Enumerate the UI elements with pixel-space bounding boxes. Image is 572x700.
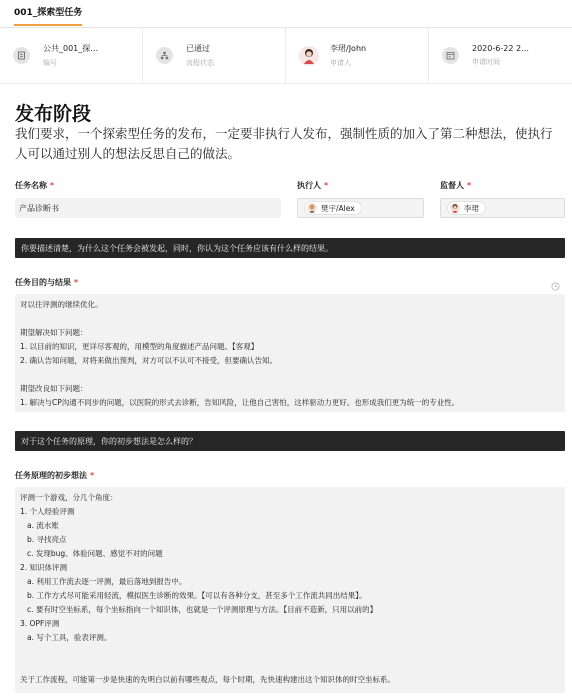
task-name-label: 任务名称 * (15, 181, 55, 190)
executor-label: 执行人 * (297, 181, 329, 190)
executor-field[interactable] (297, 198, 424, 218)
meta-status-value: 已通过 (186, 44, 210, 53)
principle-line: 3. OPF评测 (20, 619, 60, 628)
supervisor-avatar (450, 203, 460, 213)
purpose-line (20, 312, 560, 326)
task-name-field[interactable]: 产品诊断书 (15, 198, 281, 218)
question-banner-2: 对于这个任务的原理，你的初步想法是怎么样的？ (15, 431, 565, 451)
purpose-line: 1. 以目前的知识，更详尽客观的，用模型的角度描述产品问题。【客观】 (20, 342, 259, 351)
meta-id (0, 28, 143, 83)
supervisor-label: 监督人 * (440, 181, 472, 190)
purpose-label: 任务目的与结果 * (15, 278, 79, 287)
purpose-line (20, 368, 560, 382)
meta-id-value: 公共_001_探… (43, 44, 99, 53)
principle-line: 1. 个人经验评测 (20, 507, 75, 516)
purpose-line: 对以往评测的继续优化。 (20, 300, 103, 309)
principle-line: 2. 知识体评测 (20, 563, 68, 572)
stage-description: 我们要求，一个探索型任务的发布，一定要非执行人发布，强制性质的加入了第二种想法，使执行人可以通过别人的想法反思自己的做法。 (15, 126, 553, 161)
supervisor-field[interactable] (440, 198, 565, 218)
calendar-icon (442, 47, 459, 64)
principle-line: c. 发现bug、体验问题、感觉不对的问题 (27, 549, 163, 558)
supervisor-name: 李珺 (464, 203, 479, 213)
principle-line (20, 659, 560, 673)
question-banner-1: 你要描述清楚，为什么这个任务会被发起，同时，你认为这个任务应该有什么样的结果。 (15, 238, 565, 258)
tab-task[interactable]: 001_探索型任务 (14, 5, 82, 26)
meta-date-label: 申请时间 (472, 58, 500, 66)
meta-date-value: 2020-6-22 2… (472, 44, 530, 53)
meta-status-label: 流程状态 (186, 59, 214, 67)
avatar (299, 46, 319, 66)
meta-applicant-label: 申请人 (330, 59, 351, 67)
principle-line: b. 工作方式尽可能采用轻流，模拟医生诊断的效果。【可以有各种分支，甚至多个工作流共同出结果】。 (27, 591, 367, 600)
executor-chip (304, 201, 362, 215)
executor-name: 樊宇/Alex (321, 203, 355, 213)
principle-textarea[interactable] (15, 487, 565, 693)
purpose-line: 期望解决如下问题： (20, 328, 88, 337)
principle-line: 关于工作流程，可能第一步是快速的先明白以前有哪些观点，每个时期，先快速构建出这个知识体的时空坐标系。 (20, 675, 395, 684)
page-title: 发布阶段 (15, 103, 92, 125)
purpose-line: 期望改良如下问题： (20, 384, 88, 393)
workflow-icon (156, 47, 173, 64)
principle-line: a. 利用工作流去逐一评测，最后落地到报告中。 (27, 577, 187, 586)
principle-line: a. 写个工具，验表评测。 (27, 633, 112, 642)
purpose-line: 2. 确认告知问题，对将来做出预判，对方可以不认可不接受，但要确认告知。 (20, 356, 278, 365)
principle-line: b. 寻找亮点 (27, 535, 67, 544)
principle-line: a. 流水账 (27, 521, 59, 530)
supervisor-chip (447, 201, 486, 215)
meta-info-row (0, 28, 572, 84)
tab-bar (0, 0, 572, 28)
executor-avatar (307, 203, 317, 213)
meta-id-label: 编号 (43, 59, 57, 67)
principle-line: c. 要有时空坐标系，每个坐标指向一个知识体，也就是一个评测原理与方法。【目前不造新，只用以前的】 (27, 605, 378, 614)
document-id-icon (13, 47, 30, 64)
meta-applicant (286, 28, 429, 83)
principle-label: 任务原理的初步想法 * (15, 471, 95, 480)
history-icon[interactable] (551, 282, 560, 291)
purpose-textarea[interactable] (15, 294, 565, 412)
meta-status (143, 28, 286, 83)
meta-applicant-value: 李珺/John (330, 44, 367, 53)
principle-line (20, 645, 560, 659)
principle-line: 评测一个游戏，分几个角度： (20, 493, 118, 502)
meta-date (429, 28, 572, 83)
purpose-line: 1. 解决与CP沟通不同步的问题，以医院的形式去诊断，告知风险，让他自己害怕，这样驱动力更好。也形成我们更为统一的专业性。 (20, 398, 460, 407)
